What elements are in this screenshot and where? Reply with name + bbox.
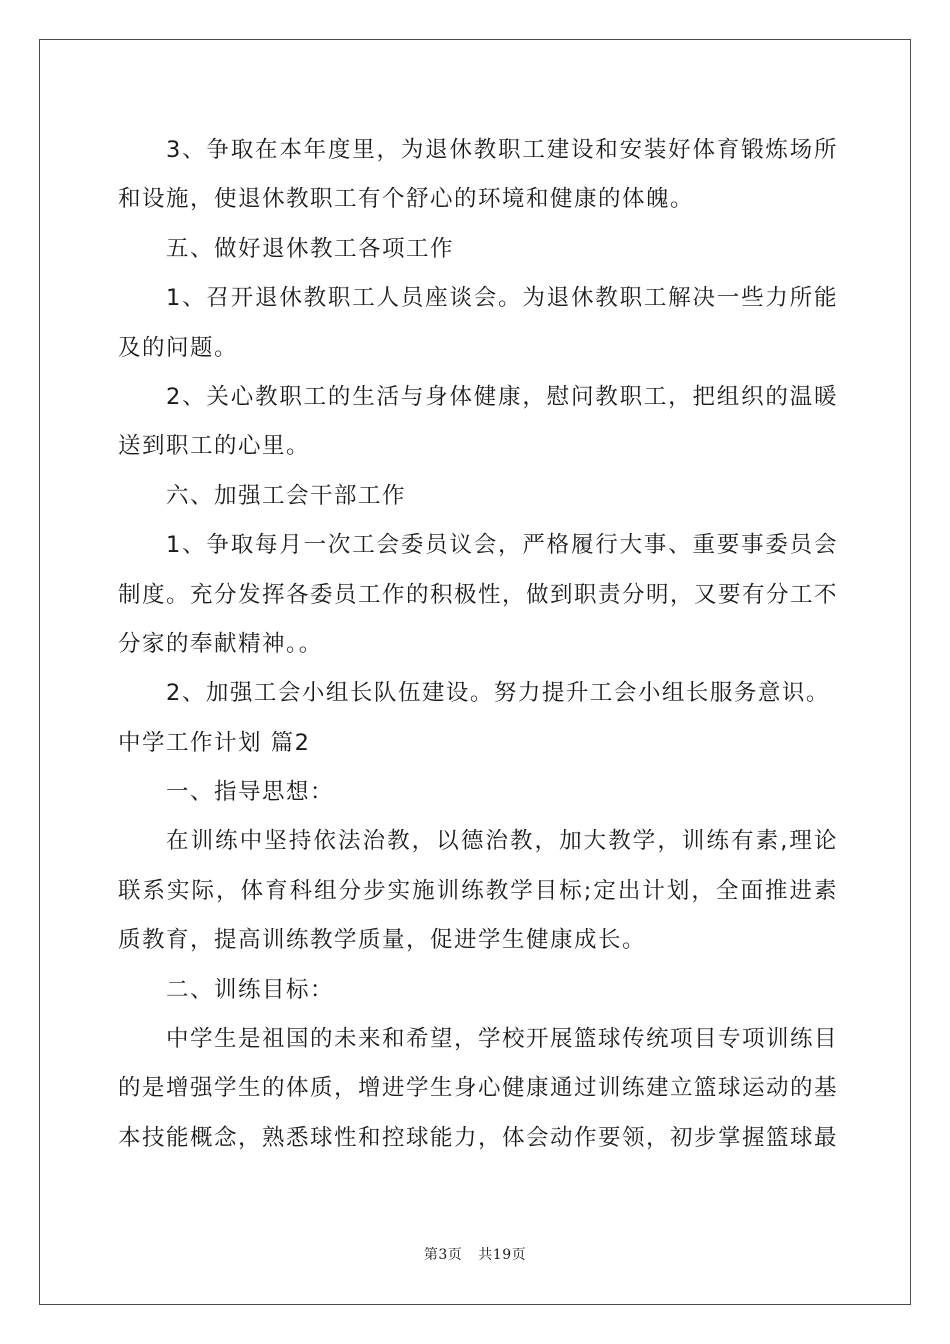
text-line: 2、关心教职工的生活与身体健康，慰问教职工，把组织的温暖 — [166, 383, 838, 410]
document-body — [118, 126, 838, 1163]
text-line: 2、加强工会小组长队伍建设。努力提升工会小组长服务意识。 — [166, 680, 830, 707]
section-heading: 五、做好退休教工各项工作 — [166, 235, 455, 262]
section-heading: 六、加强工会干部工作 — [166, 482, 407, 509]
section-heading: 二、训练目标： — [166, 976, 335, 1003]
text-line: 1、召开退休教职工人员座谈会。为退休教职工解决一些力所能 — [166, 285, 838, 312]
text-line: 联系实际，体育科组分步实施训练教学目标;定出计划，全面推进素 — [118, 877, 838, 904]
text-line: 质教育，提高训练教学质量，促进学生健康成长。 — [118, 927, 647, 954]
text-line: 在训练中坚持依法治教，以德治教，加大教学，训练有素,理论 — [166, 828, 838, 855]
text-line: 本技能概念，熟悉球性和控球能力，体会动作要领，初步掌握篮球最 — [118, 1124, 839, 1151]
text-line: 和设施，使退休教职工有个舒心的环境和健康的体魄。 — [118, 186, 695, 213]
page-total: 共19页 — [478, 1247, 527, 1263]
section-heading: 一、指导思想： — [166, 779, 335, 806]
text-line: 1、争取每月一次工会委员议会，严格履行大事、重要事委员会 — [166, 532, 838, 559]
page-number: 第3页 — [423, 1247, 463, 1263]
text-line: 3、争取在本年度里，为退休教职工建设和安装好体育锻炼场所 — [166, 137, 838, 163]
text-line: 及的问题。 — [118, 334, 239, 361]
text-line: 中学生是祖国的未来和希望，学校开展篮球传统项目专项训练目 — [166, 1026, 839, 1053]
page-footer — [0, 1244, 950, 1264]
text-line: 送到职工的心里。 — [118, 433, 311, 460]
text-line: 制度。充分发挥各委员工作的积极性，做到职责分明，又要有分工不 — [118, 581, 839, 608]
document-title: 中学工作计划 篇2 — [118, 729, 311, 756]
text-line: 分家的奉献精神。。 — [118, 630, 323, 657]
text-line: 的是增强学生的体质，增进学生身心健康通过训练建立篮球运动的基 — [118, 1075, 839, 1102]
